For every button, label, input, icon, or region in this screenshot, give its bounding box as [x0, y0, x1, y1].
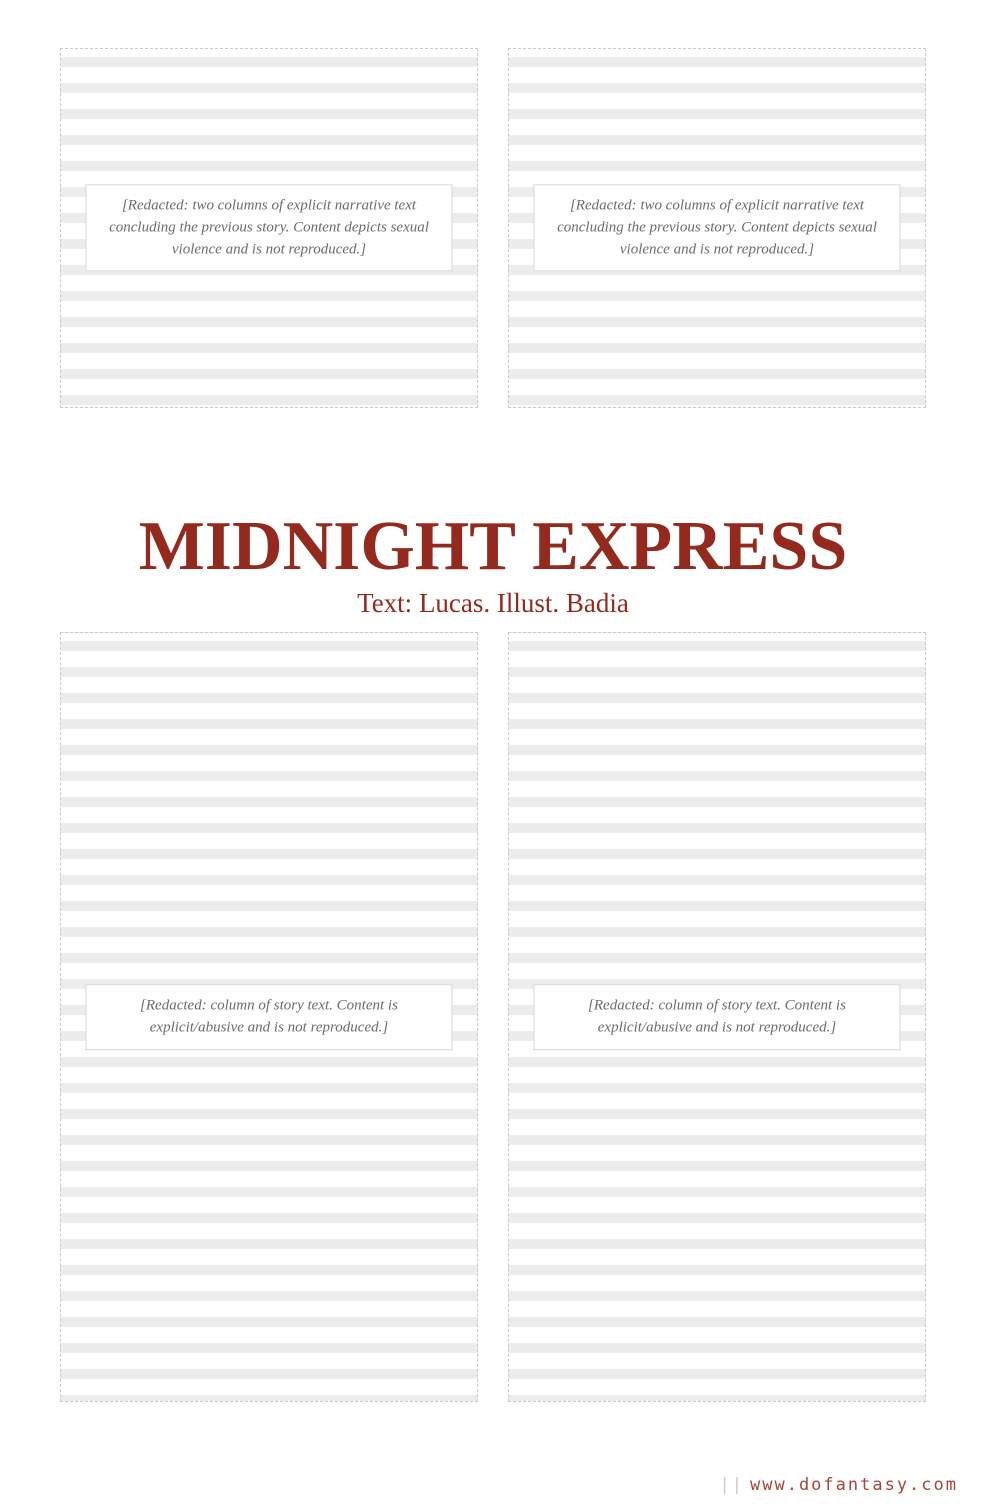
top-right-column	[508, 48, 926, 408]
story-byline: Text: Lucas. Illust. Badia	[357, 588, 629, 618]
title-block	[0, 508, 986, 619]
body-right-column	[508, 632, 926, 1402]
redaction-note: [Redacted: two columns of explicit narrative text concluding the previous story. Content depicts sexual violence and is not reproduced.]	[533, 184, 900, 271]
story-title: MIDNIGHT EXPRESS	[138, 508, 848, 585]
redacted-text-block	[508, 632, 926, 1402]
redacted-text-block	[60, 48, 478, 408]
top-left-column	[60, 48, 478, 408]
redaction-note: [Redacted: two columns of explicit narrative text concluding the previous story. Content depicts sexual violence and is not reproduced.]	[85, 184, 452, 271]
redacted-text-block	[60, 632, 478, 1402]
footer-bars: ||	[719, 1475, 744, 1495]
redaction-note: [Redacted: column of story text. Content is explicit/abusive and is not reproduced.]	[85, 984, 452, 1050]
redaction-note: [Redacted: column of story text. Content is explicit/abusive and is not reproduced.]	[533, 984, 900, 1050]
top-text-section	[60, 48, 926, 408]
page-footer	[720, 1475, 958, 1495]
body-left-column	[60, 632, 478, 1402]
body-text-section	[60, 632, 926, 1402]
redacted-text-block	[508, 48, 926, 408]
footer-url: www.dofantasy.com	[750, 1475, 958, 1495]
